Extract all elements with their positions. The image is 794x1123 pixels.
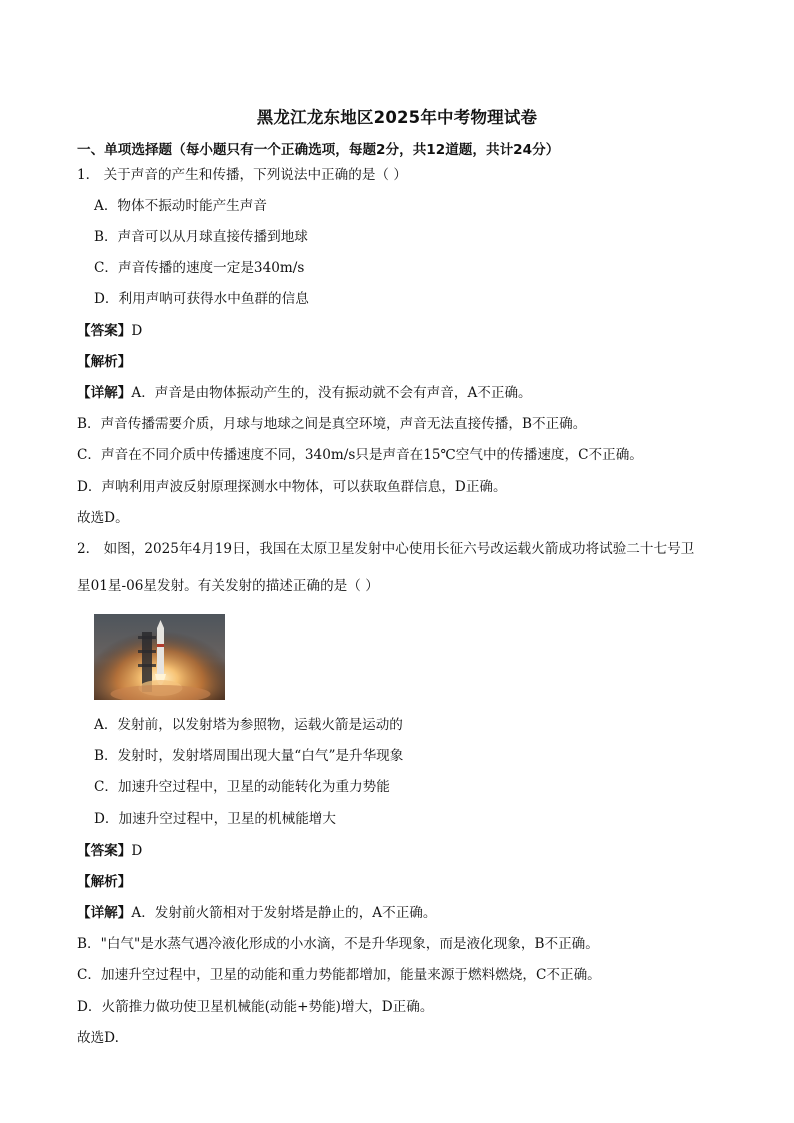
question-2-detail-2: B．"白气"是水蒸气遇冷液化形成的小水滴，不是升华现象，而是液化现象，B不正确。 bbox=[77, 936, 599, 952]
detail-text: A．声音是由物体振动产生的，没有振动就不会有声音，A不正确。 bbox=[131, 385, 532, 401]
question-1-detail-4: D．声呐利用声波反射原理探测水中物体，可以获取鱼群信息，D正确。 bbox=[77, 479, 507, 495]
detail-label: 【详解】 bbox=[77, 385, 132, 401]
question-1-analysis-label: 【解析】 bbox=[77, 354, 132, 370]
question-1-option-c: C．声音传播的速度一定是340m/s bbox=[94, 260, 305, 276]
question-2-analysis-label: 【解析】 bbox=[77, 874, 132, 890]
question-2-answer bbox=[77, 842, 142, 860]
question-2-option-a: A．发射前，以发射塔为参照物，运载火箭是运动的 bbox=[94, 717, 403, 733]
document-title: 黑龙江龙东地区2025年中考物理试卷 bbox=[256, 108, 538, 127]
question-1-option-b: B．声音可以从月球直接传播到地球 bbox=[94, 229, 308, 245]
question-2-detail-4: D．火箭推力做功使卫星机械能(动能+势能)增大，D正确。 bbox=[77, 999, 434, 1015]
question-2-conclusion: 故选D. bbox=[77, 1030, 119, 1046]
question-2-stem-line-1: 2． 如图，2025年4月19日，我国在太原卫星发射中心使用长征六号改运载火箭成功将试验二十七号卫 bbox=[77, 541, 695, 557]
question-1-option-a: A．物体不振动时能产生声音 bbox=[94, 198, 267, 214]
question-1-conclusion: 故选D。 bbox=[77, 510, 129, 526]
question-2-detail-1 bbox=[77, 904, 436, 922]
section-heading: 一、单项选择题（每小题只有一个正确选项，每题2分，共12道题，共计24分） bbox=[77, 142, 560, 158]
answer-value: D bbox=[131, 323, 143, 339]
question-1-detail-3: C．声音在不同介质中传播速度不同，340m/s只是声音在15℃空气中的传播速度，C不正确。 bbox=[77, 447, 643, 463]
answer-value: D bbox=[131, 843, 143, 859]
question-2-option-b: B．发射时，发射塔周围出现大量“白气”是升华现象 bbox=[94, 748, 404, 764]
answer-label: 【答案】 bbox=[77, 323, 132, 339]
question-2-stem-line-2: 星01星-06星发射。有关发射的描述正确的是（ ） bbox=[77, 578, 379, 594]
question-1-stem: 1． 关于声音的产生和传播，下列说法中正确的是（ ） bbox=[77, 167, 407, 183]
question-2-option-d: D．加速升空过程中，卫星的机械能增大 bbox=[94, 811, 336, 827]
question-1-detail-1 bbox=[77, 384, 532, 402]
answer-label: 【答案】 bbox=[77, 843, 132, 859]
question-1-answer bbox=[77, 322, 142, 340]
question-2-detail-3: C．加速升空过程中，卫星的动能和重力势能都增加，能量来源于燃料燃烧，C不正确。 bbox=[77, 967, 601, 983]
rocket-launch-photo bbox=[94, 614, 225, 700]
question-1-option-d: D．利用声呐可获得水中鱼群的信息 bbox=[94, 291, 309, 307]
detail-text: A．发射前火箭相对于发射塔是静止的，A不正确。 bbox=[131, 905, 437, 921]
question-2-option-c: C．加速升空过程中，卫星的动能转化为重力势能 bbox=[94, 779, 390, 795]
detail-label: 【详解】 bbox=[77, 905, 132, 921]
question-1-detail-2: B．声音传播需要介质，月球与地球之间是真空环境，声音无法直接传播，B不正确。 bbox=[77, 416, 587, 432]
